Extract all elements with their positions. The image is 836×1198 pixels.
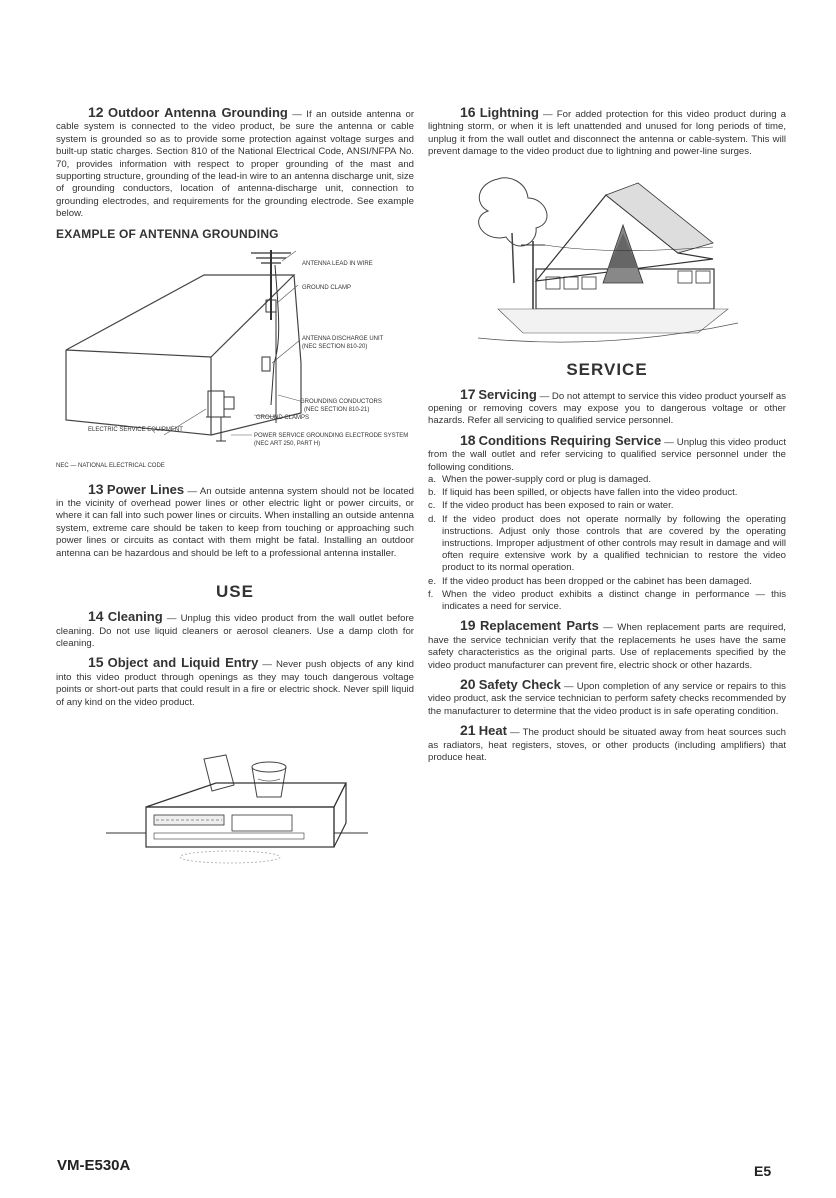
house-wall xyxy=(66,350,211,435)
section-number: 20 xyxy=(460,675,476,692)
right-column xyxy=(428,106,786,770)
list-item: e. If the video product has been dropped or the cabinet has been damaged. xyxy=(428,575,752,587)
list-item: b. If liquid has been spilled, or objects have fallen into the video product. xyxy=(428,487,738,499)
lightning-house-illustration xyxy=(428,173,786,358)
model-number: VM-E530A xyxy=(57,1157,131,1174)
section-title: Servicing xyxy=(478,386,537,402)
vcr-front xyxy=(146,807,334,847)
section-title: Lightning xyxy=(479,105,539,120)
section-15-paragraph xyxy=(56,656,414,709)
use-heading: USE xyxy=(216,582,254,602)
section-14 xyxy=(56,610,414,650)
section-19 xyxy=(428,619,786,672)
section-text: — The product should be situated away from heat sources such as radiators, heat registers, stoves, or other products (including amplifiers) that produce heat. xyxy=(428,727,786,763)
section-15 xyxy=(56,656,414,709)
list-item: d. If the video product does not operate normally by following the operating instructions. Adjust only those controls that are covered by the operating instructions. Improper adjustment of other controls may result in damage and will often require extensive work by a qualified technician to restore the video product to its normal operation. xyxy=(428,513,786,574)
label-power-nec: (NEC ART 250, PART H) xyxy=(254,440,321,447)
service-heading: SERVICE xyxy=(566,359,648,379)
section-13 xyxy=(56,480,415,560)
section-title: Replacement Parts xyxy=(480,618,599,634)
lead-in-wire xyxy=(271,265,279,405)
label-electric-service: ELECTRIC SERVICE EQUIPMENT xyxy=(88,426,183,433)
section-title: Safety Check xyxy=(478,676,561,692)
section-title: Power Lines xyxy=(106,481,185,497)
section-14-paragraph xyxy=(56,610,414,650)
section-13-paragraph xyxy=(56,480,415,560)
section-number: 13 xyxy=(88,480,104,497)
section-text: — An outside antenna system should not be located in the vicinity of overhead power lines or other electric light or power circuits, or where it can fall into such power lines or circuits. When installing an outside antenna system, extreme care should be taken to keep from touching or approaching such power lines or circuits as contact with them might be fatal. Installing an outdoor antenna can be hazardous and should be left to a professional antenna installer. xyxy=(56,485,415,559)
label-antenna-lead: ANTENNA LEAD IN WIRE xyxy=(302,260,373,267)
section-title: Outdoor Antenna Grounding xyxy=(107,105,288,120)
section-20-paragraph xyxy=(428,675,786,718)
label-discharge-unit: ANTENNA DISCHARGE UNIT xyxy=(302,335,384,342)
section-text: — Do not attempt to service this video product yourself as opening or removing covers may expose you to dangerous voltage or other hazards. Refer all servicing to qualified service personnel. xyxy=(428,390,786,427)
label-discharge-nec: (NEC SECTION 810-20) xyxy=(302,343,368,350)
house-roof xyxy=(66,275,294,357)
section-title: Cleaning xyxy=(107,609,163,625)
list-item: a. When the power-supply cord or plug is damaged. xyxy=(428,474,652,486)
section-18 xyxy=(428,431,786,613)
section-21-paragraph xyxy=(428,724,786,764)
label-ground-clamps: GROUND CLAMPS xyxy=(256,414,310,421)
section-text: — If an outside antenna or cable system is connected to the video product, be sure the antenna or cable system is grounded so as to provide some protection against voltage surges and built-up static charges. Section 810 of the National Electrical Code, ANSI/NFPA No. 70, provides information with respect to proper grounding of the mast and supporting structure, grounding of the lead-in wire to an antenna discharge unit, size of grounding conductors, location of antenna-discharge unit, connection to grounding electrodes, and requirements for the grounding electrode. See example below. xyxy=(56,109,415,220)
section-title: Conditions Requiring Service xyxy=(478,432,662,448)
section-16 xyxy=(428,106,786,159)
glass-icon xyxy=(252,762,286,772)
list-item: c. If the video product has been exposed to rain or water. xyxy=(428,500,674,512)
section-19-paragraph xyxy=(428,619,786,672)
label-grounding-conductors-nec: (NEC SECTION 810-21) xyxy=(304,406,370,413)
section-text: — Upon completion of any service or repairs to this video product, ask the service technician to perform safety checks recommended by the manufacturer to determine that the video product is in safe operating condition. xyxy=(428,680,786,717)
section-number: 21 xyxy=(460,722,476,739)
section-17 xyxy=(428,385,786,428)
nec-note: NEC — NATIONAL ELECTRICAL CODE xyxy=(56,462,165,469)
section-number: 17 xyxy=(460,385,476,402)
section-title: Object and Liquid Entry xyxy=(107,655,259,671)
section-number: 16 xyxy=(460,104,476,120)
example-heading: EXAMPLE OF ANTENNA GROUNDING xyxy=(56,226,279,241)
section-12-paragraph xyxy=(56,106,414,221)
section-number: 12 xyxy=(88,104,104,120)
label-grounding-conductors: GROUNDING CONDUCTORS xyxy=(300,398,382,405)
display-panel xyxy=(232,815,292,831)
section-16-paragraph xyxy=(428,106,786,159)
section-number: 18 xyxy=(460,431,476,448)
section-text: — Never push objects of any kind into this video product through openings as they may touch dangerous voltage points or short-out parts that could result in a fire or electric shock. Never spill liquid of any kind on the video product. xyxy=(56,659,414,708)
section-text: — For added protection for this video product during a lightning storm, or when it is left unattended and unused for long periods of time, unplug it from the wall outlet and disconnect the antenna or cable-system. This will prevent damage to the video product due to lightning and power-line surges. xyxy=(428,109,786,158)
section-text: — When replacement parts are required, have the service technician verify that the replacements he uses have the same safety characteristics as the original parts. Use of replacements specified by the video product manufacturer can prevent fire, electric shock or other hazards. xyxy=(428,622,786,671)
list-item: f. When the video product exhibits a distinct change in performance — this indicates a need for service. xyxy=(428,588,786,613)
section-12 xyxy=(56,106,414,221)
antenna-grounding-diagram xyxy=(56,245,414,483)
section-number: 14 xyxy=(88,608,104,625)
section-title: Heat xyxy=(478,723,507,739)
vcr-liquid-illustration xyxy=(56,745,414,895)
section-21 xyxy=(428,724,786,764)
conditions-list xyxy=(428,474,786,613)
section-text: — Unplug this video product from the wall outlet before cleaning. Do not use liquid cleaners or aerosol cleaners. Use a damp cloth for cleaning. xyxy=(56,613,415,649)
page-number: E5 xyxy=(754,1163,772,1179)
section-18-paragraph xyxy=(428,431,786,474)
section-number: 15 xyxy=(88,654,104,671)
label-ground-clamp: GROUND CLAMP xyxy=(302,284,352,291)
left-column xyxy=(56,106,414,895)
section-17-paragraph xyxy=(428,385,786,428)
section-20 xyxy=(428,675,786,718)
section-number: 19 xyxy=(460,617,476,634)
label-power-service: POWER SERVICE GROUNDING ELECTRODE SYSTEM xyxy=(254,432,409,439)
vcr-top xyxy=(146,783,346,807)
section-text: — Unplug this video product from the wall outlet and refer servicing to qualified service personnel under the following conditions. xyxy=(428,436,786,473)
discharge-unit xyxy=(262,357,270,371)
